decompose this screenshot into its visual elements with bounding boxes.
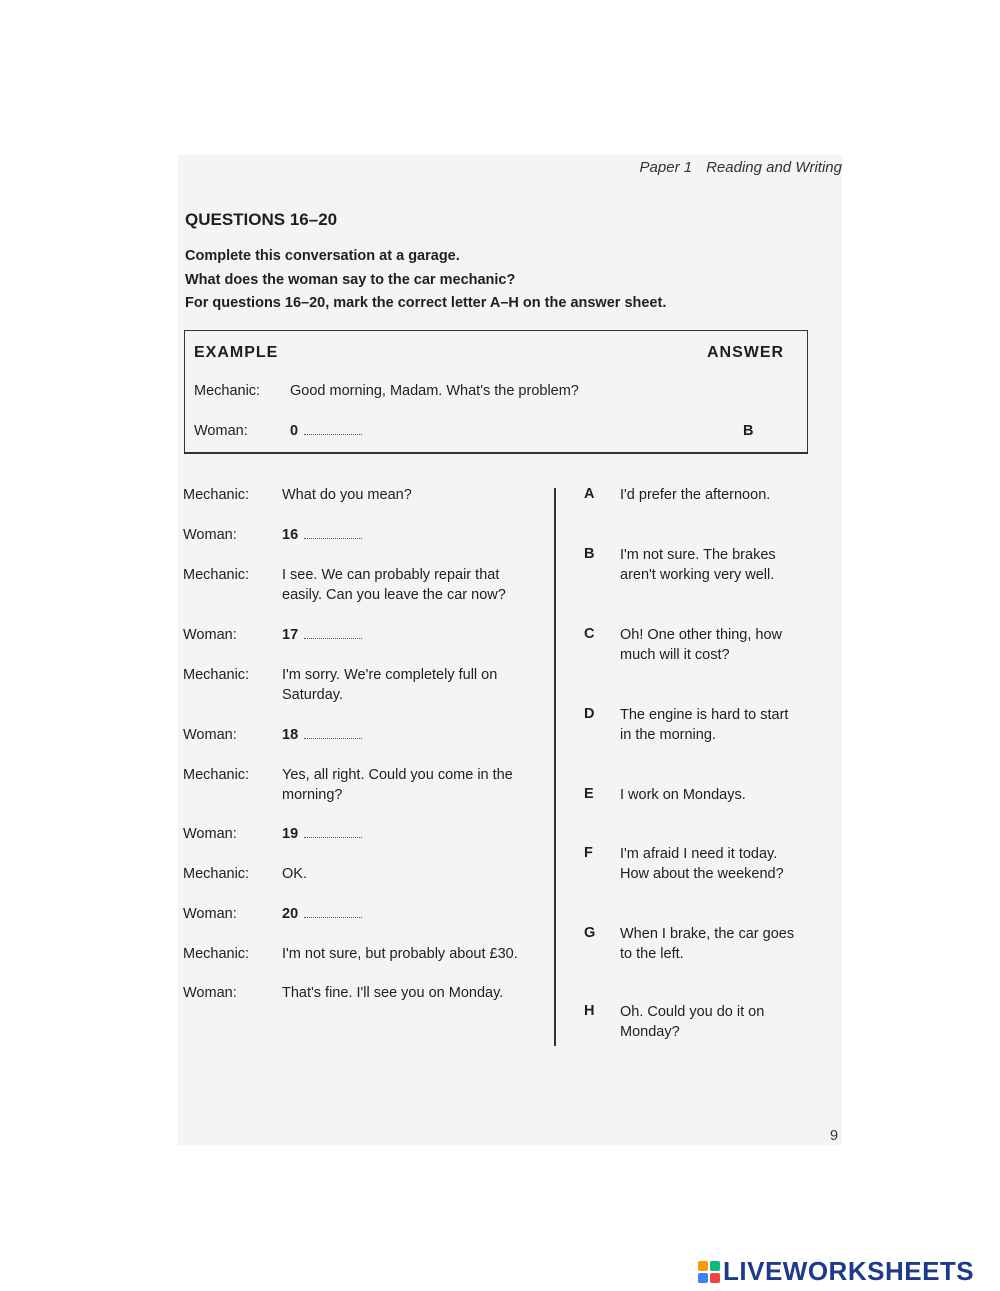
dialogue-line: What do you mean? [282,487,412,503]
answer-label: ANSWER [707,344,785,361]
dialogue-line: OK. [282,866,307,882]
dialogue-line: That's fine. I'll see you on Monday. [282,985,504,1001]
option-text: Oh. Could you do it on [620,1004,765,1020]
option-letter: D [584,706,595,722]
option-text: Monday? [620,1024,680,1040]
question-number: 16 [282,527,299,543]
section-label: Reading and Writing [706,159,842,176]
paper-label: Paper 1 [639,159,693,176]
instruction-line: What does the woman say to the car mechanic? [185,272,516,288]
option-text: I work on Mondays. [620,787,746,803]
option-letter: E [584,786,594,802]
example-mechanic-text: Good morning, Madam. What's the problem? [290,383,579,399]
answer-blank[interactable] [304,726,362,739]
speaker-label: Mechanic: [183,767,250,783]
option-text: I'd prefer the afternoon. [620,487,771,503]
answer-blank [304,422,362,435]
question-number: 20 [282,906,299,922]
instruction-line: For questions 16–20, mark the correct letter A–H on the answer sheet. [185,295,667,311]
logo-square [698,1273,708,1283]
speaker-label: Mechanic: [183,946,250,962]
dialogue-line: I'm not sure, but probably about £30. [282,946,518,962]
example-mechanic-speaker: Mechanic: [194,383,261,399]
speaker-label: Mechanic: [183,667,250,683]
logo-square [698,1261,708,1271]
option-text: much will it cost? [620,647,730,663]
option-text: The engine is hard to start [620,707,789,723]
logo-icon [698,1261,720,1283]
speaker-label: Woman: [183,527,237,543]
logo-square [710,1273,720,1283]
option-text: I'm afraid I need it today. [620,846,778,862]
question-16 [282,525,362,545]
speaker-label: Mechanic: [183,866,250,882]
example-label: EXAMPLE [194,344,279,361]
dialogue-line: morning? [282,787,343,803]
dialogue-line: Yes, all right. Could you come in the [282,767,513,783]
speaker-label: Mechanic: [183,567,250,583]
option-text: How about the weekend? [620,866,784,882]
example-woman-speaker: Woman: [194,423,248,439]
page-header [600,159,842,176]
answer-blank[interactable] [304,626,362,639]
logo-text: LIVEWORKSHEETS [723,1256,975,1286]
instruction-line: Complete this conversation at a garage. [185,248,460,264]
speaker-label: Woman: [183,727,237,743]
column-divider [554,488,556,1046]
question-number: 19 [282,826,299,842]
speaker-label: Woman: [183,627,237,643]
question-20 [282,904,362,924]
option-letter: A [584,486,595,502]
speaker-label: Woman: [183,826,237,842]
option-text: I'm not sure. The brakes [620,547,776,563]
option-text: aren't working very well. [620,567,775,583]
option-text: in the morning. [620,727,716,743]
dialogue-line: I see. We can probably repair that [282,567,500,583]
dialogue-line: Saturday. [282,687,343,703]
question-number: 18 [282,727,299,743]
dialogue-line: easily. Can you leave the car now? [282,587,506,603]
answer-blank[interactable] [304,905,362,918]
option-letter: C [584,626,595,642]
option-letter: G [584,925,596,941]
dialogue-line: I'm sorry. We're completely full on [282,667,498,683]
example-woman-answer [290,421,362,441]
option-letter: B [584,546,595,562]
option-letter: H [584,1003,595,1019]
speaker-label: Mechanic: [183,487,250,503]
option-text: to the left. [620,946,684,962]
question-19 [282,824,362,844]
liveworksheets-logo [698,1256,974,1287]
option-letter: F [584,845,593,861]
option-text: Oh! One other thing, how [620,627,783,643]
question-number: 17 [282,627,299,643]
example-number: 0 [290,423,299,439]
speaker-label: Woman: [183,906,237,922]
option-text: When I brake, the car goes [620,926,795,942]
answer-blank[interactable] [304,825,362,838]
answer-blank[interactable] [304,526,362,539]
logo-square [710,1261,720,1271]
page-number: 9 [830,1128,839,1144]
question-17 [282,625,362,645]
question-18 [282,725,362,745]
example-answer: B [743,423,754,439]
questions-title: QUESTIONS 16–20 [185,210,338,229]
speaker-label: Woman: [183,985,237,1001]
